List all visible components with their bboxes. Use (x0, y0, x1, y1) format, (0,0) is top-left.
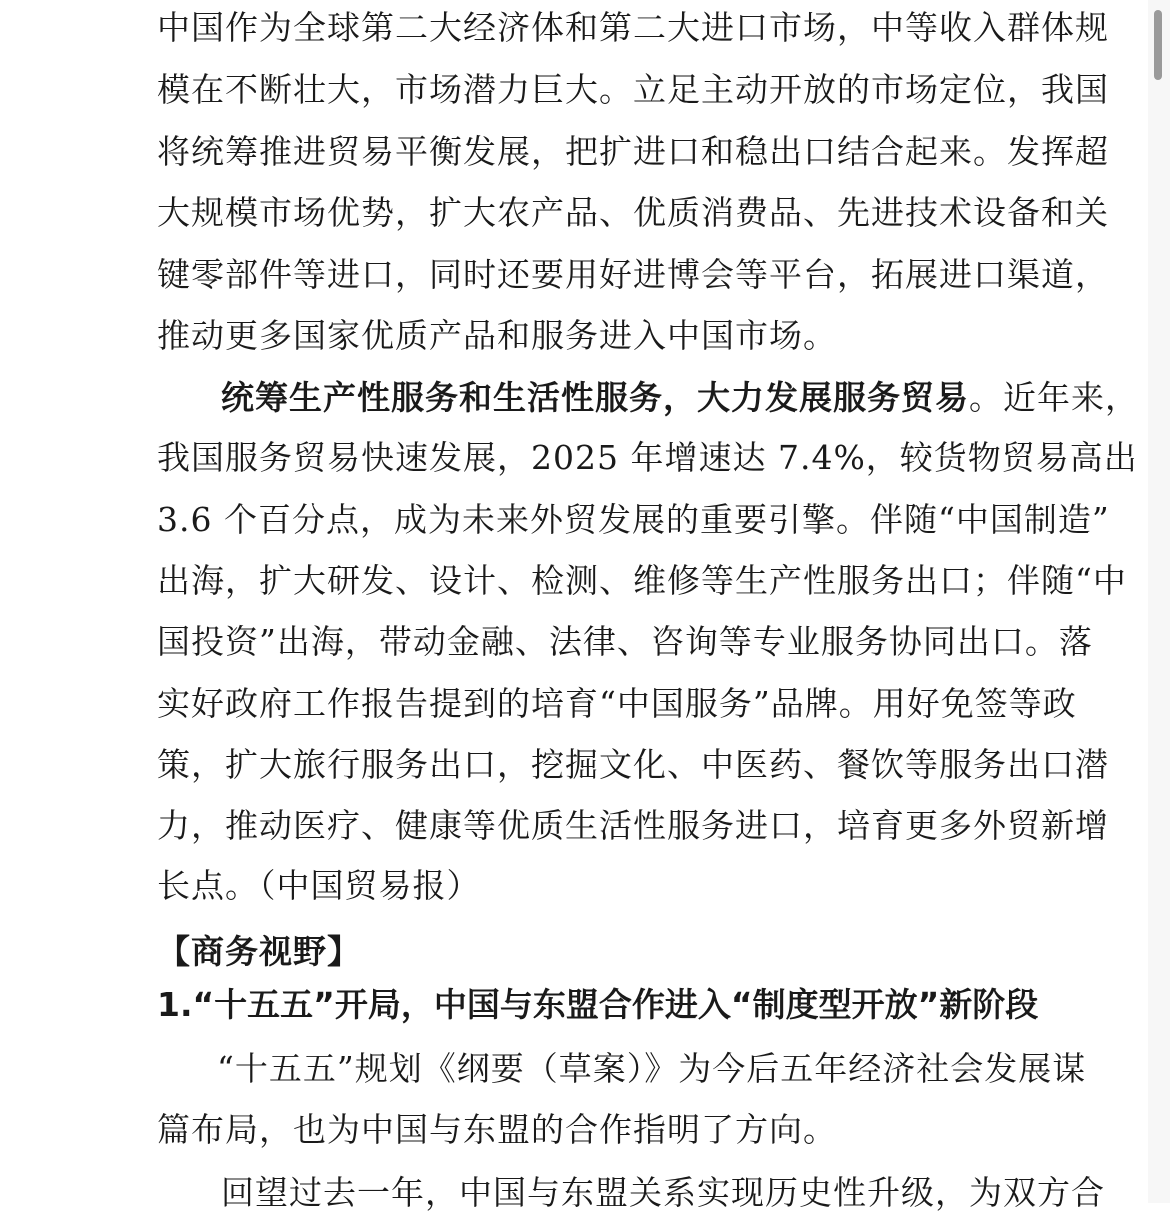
item-title: 1.“十五五”开局，中国与东盟合作进入“制度型开放”新阶段 (157, 985, 1039, 1024)
paragraph-line: “十五五”规划《纲要（草案）》为今后五年经济社会发展谋 (217, 1049, 1087, 1088)
paragraph-line: 出海，扩大研发、设计、检测、维修等生产性服务出口；伴随“中 (157, 561, 1127, 600)
paragraph-line: 长点。（中国贸易报） (157, 866, 481, 905)
paragraph-line: 键零部件等进口，同时还要用好进博会等平台，拓展进口渠道， (157, 255, 1109, 294)
paragraph-line: 3.6 个百分点，成为未来外贸发展的重要引擎。伴随“中国制造” (157, 500, 1110, 539)
paragraph-line: 我国服务贸易快速发展，2025 年增速达 7.4%，较货物贸易高出 (157, 438, 1138, 477)
scrollbar-thumb[interactable] (1154, 10, 1162, 80)
paragraph-line: 中国作为全球第二大经济体和第二大进口市场，中等收入群体规 (157, 8, 1109, 47)
paragraph-line: 实好政府工作报告提到的培育“中国服务”品牌。用好免签等政 (157, 684, 1077, 723)
paragraph-lead-line (157, 378, 1139, 418)
paragraph-line: 推动更多国家优质产品和服务进入中国市场。 (157, 316, 837, 355)
vertical-scrollbar[interactable] (1148, 0, 1170, 1203)
paragraph-line-partial: 回望过去一年，中国与东盟关系实现历史性升级，为双方合 (221, 1173, 1105, 1212)
paragraph-line: 策，扩大旅行服务出口，挖掘文化、中医药、餐饮等服务出口潜 (157, 745, 1109, 784)
paragraph-line: 国投资”出海，带动金融、法律、咨询等专业服务协同出口。落 (157, 622, 1093, 661)
paragraph-line: 模在不断壮大，市场潜力巨大。立足主动开放的市场定位，我国 (157, 70, 1109, 109)
paragraph-line: 力，推动医疗、健康等优质生活性服务进口，培育更多外贸新增 (157, 806, 1109, 845)
section-header: 【商务视野】 (157, 932, 361, 971)
paragraph-line: 大规模市场优势，扩大农产品、优质消费品、先进技术设备和关 (157, 193, 1109, 232)
paragraph-line: 篇布局，也为中国与东盟的合作指明了方向。 (157, 1110, 837, 1149)
paragraph-line: 将统筹推进贸易平衡发展，把扩进口和稳出口结合起来。发挥超 (157, 132, 1109, 171)
lead-rest-text: 。近年来， (969, 378, 1139, 417)
bold-lead-text: 统筹生产性服务和生活性服务，大力发展服务贸易 (221, 378, 969, 417)
